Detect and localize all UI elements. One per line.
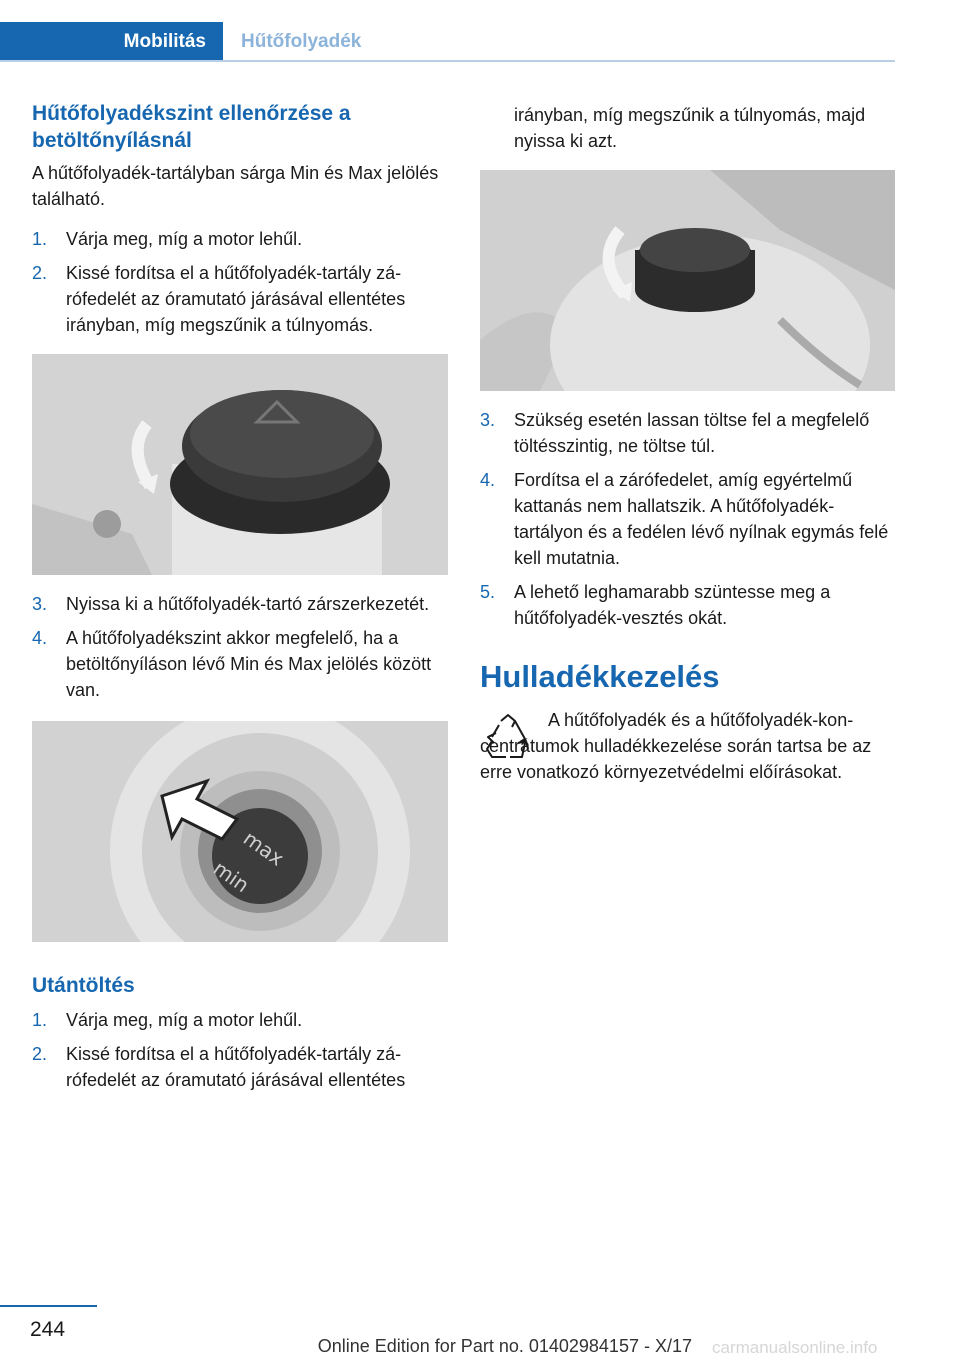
- step-text: Kissé fordítsa el a hűtőfolyadék-tartály zárófedelét az óramutató járásával ellentétes: [66, 1044, 406, 1090]
- figure-cap-open: [480, 170, 895, 391]
- step-text: Szükség esetén lassan töltse fel a megfelelő töltésszintig, ne töltse túl.: [514, 410, 870, 456]
- disposal-text: A hűtőfolyadék és a hűtőfolyadék-koncentrátumok hulladékkezelése során tartsa be az erre vonatkozó környezetvédelmi előírásokat.: [480, 710, 872, 782]
- section-tab-hutofolyadek[interactable]: Hűtőfolyadék: [241, 31, 362, 52]
- step-number: 1.: [32, 229, 48, 249]
- header-bar: [0, 0, 895, 62]
- step-text: Fordítsa el a zárófedelet, amíg egyértelmű kattanás nem hallatszik. A hűtőfolyadék-tartályon és a fedélen lévő nyílnak egymás felé kell mutatnia.: [514, 470, 889, 568]
- footer-rule: [0, 1305, 97, 1307]
- step-number: 5.: [480, 582, 496, 602]
- steps-list-right: [480, 407, 895, 631]
- figure-cap-turn: [32, 354, 448, 575]
- steps-list-c: [32, 1007, 448, 1093]
- steps-list-b: [32, 591, 448, 703]
- figure-fill-marks: [32, 721, 448, 942]
- list-item: [480, 467, 895, 571]
- step-text: Nyissa ki a hűtőfolyadék-tartó zárszerkezetét.: [66, 594, 430, 614]
- list-item: [32, 260, 448, 338]
- edition-text: Online Edition for Part no. 01402984157 - X/17: [317, 1336, 692, 1356]
- step-text: Kissé fordítsa el a hűtőfolyadék-tartály zárófedelét az óramutató járásával ellentétes irányban, míg megszűnik a túlnyomás.: [66, 263, 406, 335]
- continuation-text: irányban, míg megszűnik a túlnyomás, majd nyissa ki azt.: [514, 105, 866, 151]
- right-column: [480, 100, 895, 785]
- page-number: 244: [30, 1318, 66, 1341]
- section-heading-disposal: Hulladékkezelés: [480, 659, 720, 694]
- header-rule: [0, 60, 895, 62]
- step-text: Várja meg, míg a motor lehűl.: [66, 1010, 303, 1030]
- list-item: [32, 591, 448, 617]
- step-number: 2.: [32, 263, 48, 283]
- recycle-icon: [482, 713, 534, 765]
- list-item: [480, 407, 895, 459]
- steps-list-a: [32, 226, 448, 338]
- list-item: [32, 1041, 448, 1093]
- list-item: [32, 625, 448, 703]
- left-column: [32, 100, 448, 1101]
- step-number: 4.: [32, 628, 48, 648]
- step-text: A lehető leghamarabb szüntesse meg a hűtőfolyadék-vesztés okát.: [514, 582, 831, 628]
- intro-paragraph: A hűtőfolyadék-tartályban sárga Min és Max jelölés található.: [32, 163, 439, 209]
- min-mark-label: min: [208, 855, 254, 898]
- section-heading-level-check: Hűtőfolyadékszint ellenőrzése a betöltőnyílásnál: [32, 102, 351, 152]
- step-number: 3.: [480, 410, 496, 430]
- step-number: 1.: [32, 1010, 48, 1030]
- step-text: A hűtőfolyadékszint akkor megfelelő, ha a betöltőnyíláson lévő Min és Max jelölés között van.: [66, 628, 432, 700]
- max-mark-label: max: [238, 825, 289, 871]
- section-tab-mobilitas[interactable]: Mobilitás: [0, 22, 223, 62]
- step-number: 3.: [32, 594, 48, 614]
- list-item: [480, 579, 895, 631]
- section-heading-refill: Utántöltés: [32, 974, 135, 997]
- disposal-block: [480, 707, 895, 785]
- step-number: 4.: [480, 470, 496, 490]
- step-text: Várja meg, míg a motor lehűl.: [66, 229, 303, 249]
- list-item: [32, 226, 448, 252]
- watermark: carmanualsonline.info: [712, 1338, 878, 1357]
- step-number: 2.: [32, 1044, 48, 1064]
- list-item: [32, 1007, 448, 1033]
